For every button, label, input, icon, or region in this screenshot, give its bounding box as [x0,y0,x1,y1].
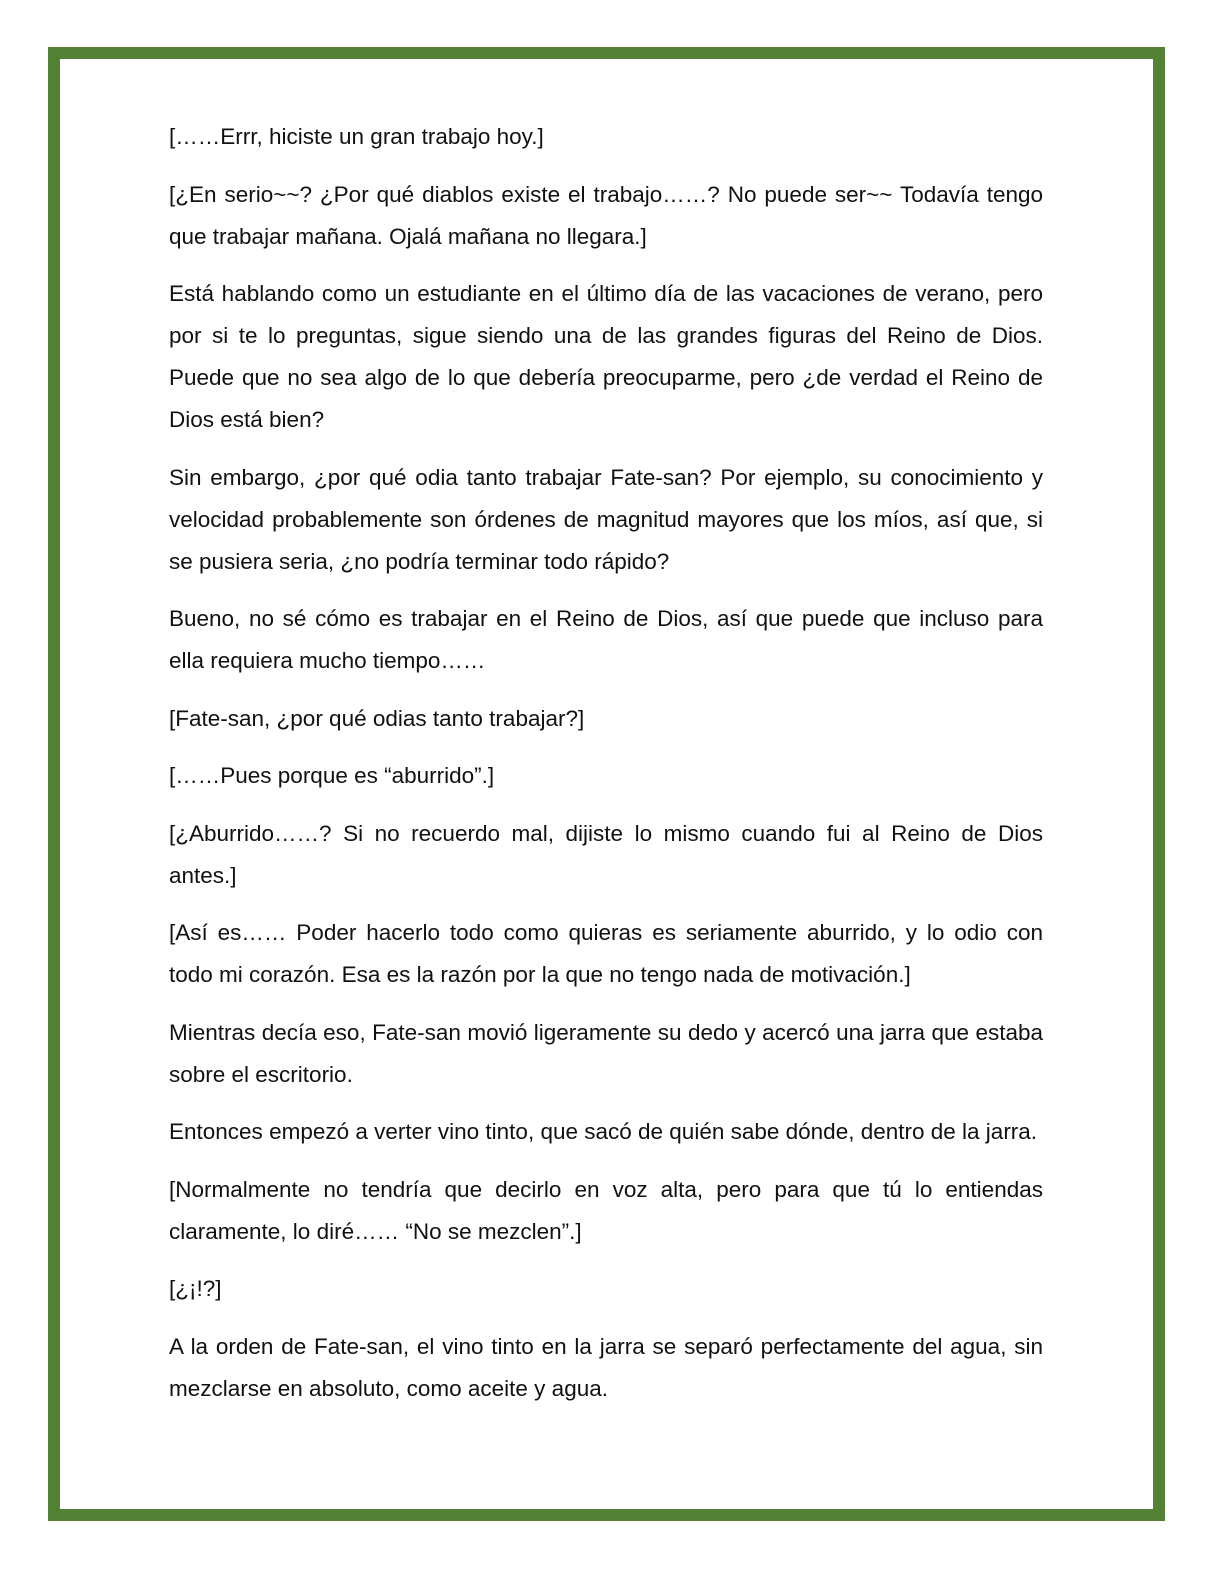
paragraph: [……Pues porque es “aburrido”.] [169,763,495,788]
paragraph: Sin embargo, ¿por qué odia tanto trabajar Fate-san? Por ejemplo, su conocimiento y velocidad probablemente son órdenes de magnitud mayores que los míos, así que, si se pusiera seria, ¿no podría terminar todo rápido? [169,464,1043,574]
paragraph: A la orden de Fate-san, el vino tinto en la jarra se separó perfectamente del agua, sin mezclarse en absoluto, como aceite y agua. [169,1333,1043,1401]
paragraph: [¿¡!?] [169,1276,222,1301]
paragraph: [Normalmente no tendría que decirlo en voz alta, pero para que tú lo entiendas claramente, lo diré…… “No se mezclen”.] [169,1176,1043,1244]
document-body [169,116,1043,1425]
paragraph: [¿Aburrido……? Si no recuerdo mal, dijiste lo mismo cuando fui al Reino de Dios antes.] [169,820,1043,888]
paragraph: [……Errr, hiciste un gran trabajo hoy.] [169,124,544,149]
paragraph: Mientras decía eso, Fate-san movió ligeramente su dedo y acercó una jarra que estaba sobre el escritorio. [169,1019,1043,1087]
paragraph: [¿En serio~~? ¿Por qué diablos existe el trabajo……? No puede ser~~ Todavía tengo que trabajar mañana. Ojalá mañana no llegara.] [169,181,1043,249]
paragraph: [Así es…… Poder hacerlo todo como quieras es seriamente aburrido, y lo odio con todo mi corazón. Esa es la razón por la que no tengo nada de motivación.] [169,920,1043,987]
paragraph: [Fate-san, ¿por qué odias tanto trabajar?] [169,705,585,731]
paragraph: Está hablando como un estudiante en el último día de las vacaciones de verano, pero por si te lo preguntas, sigue siendo una de las grandes figuras del Reino de Dios. Puede que no sea algo de lo que debería preocuparme, pero ¿de verdad el Reino de Dios está bien? [169,281,1043,432]
paragraph: Entonces empezó a verter vino tinto, que sacó de quién sabe dónde, dentro de la jarra. [169,1119,1038,1144]
paragraph: Bueno, no sé cómo es trabajar en el Reino de Dios, así que puede que incluso para ella requiera mucho tiempo…… [169,606,1043,673]
